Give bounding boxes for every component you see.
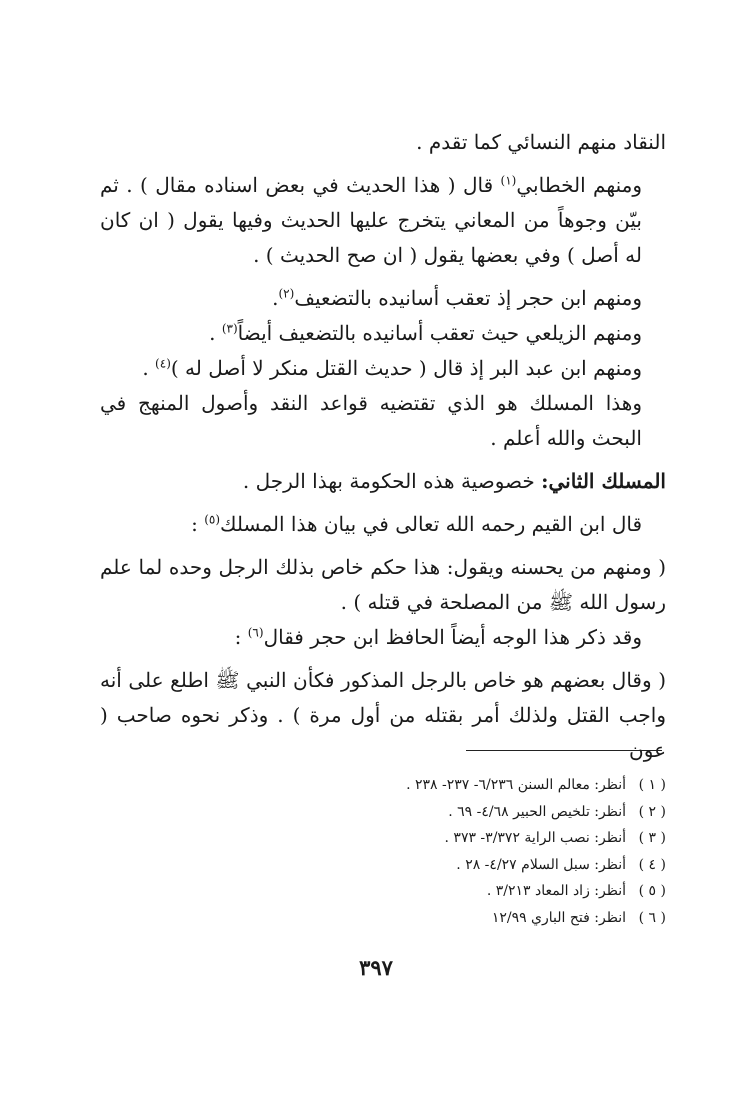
paragraph-11: ( وقال بعضهم هو خاص بالرجل المذكور فكأن النبي ﷺ اطلع على أنه واجب القتل ولذلك أمر بقتله من أول مرة ) . وذكر نحوه صاحب ( عون: [100, 668, 666, 762]
footnote-text: أنظر: معالم السنن ٦/٢٣٦- ٢٣٧- ٢٣٨ .: [406, 777, 626, 793]
main-text: [100, 125, 666, 768]
paragraph-2: ومنهم الخطابي$^{(١)}$ قال ( هذا الحديث في بعض اسناده مقال ) . ثم بيّن وجوهاً من المعاني يتخرج عليها الحديث وفيها يقول ( ان كان له أصل ) وفي بعضها يقول ( ان صح الحديث ) .: [100, 173, 642, 267]
footnote-ref-3[interactable]: (٣): [221, 321, 238, 336]
footnote-number: ( ٥ ): [638, 883, 666, 899]
paragraph-8: قال ابن القيم رحمه الله تعالى في بيان هذا المسلك$^{(٥)}$ :: [191, 512, 642, 536]
footnote-number: ( ٣ ): [638, 830, 666, 846]
footnote-3: [100, 825, 666, 852]
footnote-text: أنظر: تلخيص الحبير ٤/٦٨- ٦٩ .: [448, 803, 626, 820]
page-number: ٣٩٧: [359, 955, 393, 980]
paragraph-7: المسلك الثاني: خصوصية هذه الحكومة بهذا الرجل .: [242, 469, 666, 493]
footnote-number: ( ٢ ): [638, 803, 666, 820]
footnote-1: [100, 772, 666, 799]
section-label: المسلك الثاني:: [541, 469, 666, 493]
footnote-text: أنظر: زاد المعاد ٣/٢١٣ .: [486, 883, 626, 899]
paragraph-3: ومنهم ابن حجر إذ تعقب أسانيده بالتضعيف$^{(٢)}$.: [272, 286, 642, 310]
paragraph-6: وهذا المسلك هو الذي تقتضيه قواعد النقد وأصول المنهج في البحث والله أعلم .: [100, 391, 642, 450]
footnote-4: [100, 852, 666, 879]
footnote-ref-4[interactable]: (٤): [155, 356, 171, 371]
paragraph-10: وقد ذكر هذا الوجه أيضاً الحافظ ابن حجر فقال$^{(٦)}$ :: [234, 625, 642, 649]
paragraph-4: ومنهم الزيلعي حيث تعقب أسانيده بالتضعيف أيضاً$^{(٣)}$ .: [209, 321, 642, 345]
footnote-2: [100, 799, 666, 826]
footnote-text: انظر: فتح الباري ١٢/٩٩: [491, 909, 626, 926]
footnote-ref-2[interactable]: (٢): [278, 286, 295, 301]
footnote-ref-1[interactable]: (١): [500, 173, 517, 188]
footnote-text: أنظر: نصب الراية ٣/٣٧٢- ٣٧٣ .: [444, 830, 626, 846]
footnote-number: ( ٦ ): [638, 909, 666, 926]
footnote-divider: [466, 750, 662, 751]
footnote-5: [100, 878, 666, 905]
footnote-6: [100, 905, 666, 932]
footnote-ref-5[interactable]: (٥): [204, 512, 221, 527]
footnote-text: أنظر: سبل السلام ٤/٢٧- ٢٨ .: [456, 856, 626, 873]
footnote-ref-6[interactable]: (٦): [247, 625, 264, 640]
paragraph-9: ( ومنهم من يحسنه ويقول: هذا حكم خاص بذلك الرجل وحده لما علم رسول الله ﷺ من المصلحة في قتله ) .: [100, 555, 666, 614]
footnotes: [100, 772, 666, 931]
paragraph-5: ومنهم ابن عبد البر إذ قال ( حديث القتل منكر لا أصل له )$^{(٤)}$ .: [142, 356, 642, 380]
footnote-number: ( ١ ): [638, 777, 666, 793]
paragraph-1: النقاد منهم النسائي كما تقدم .: [416, 130, 666, 154]
footnote-number: ( ٤ ): [638, 856, 666, 873]
